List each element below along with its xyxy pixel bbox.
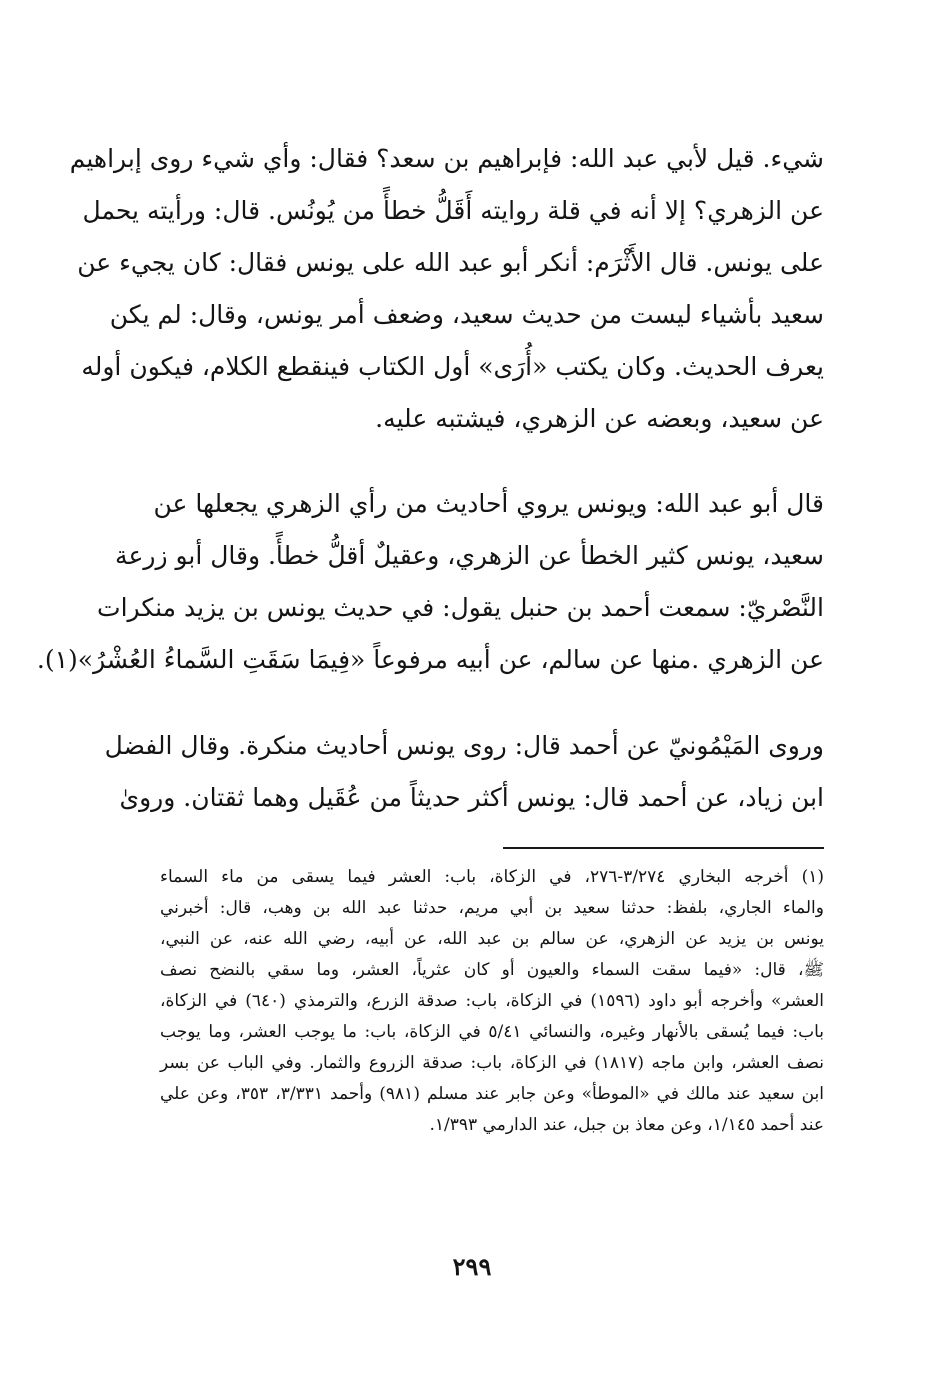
- text-line: النَّصْريّ: سمعت أحمد بن حنبل يقول: في حديث يونس بن يزيد منكرات: [97, 593, 824, 622]
- footnote-line: ﷺ، قال: «فيما سقت السماء والعيون أو كان عثرياً، العشر، وما سقي بالنضح نصف: [160, 960, 824, 980]
- footnote-line: يونس بن يزيد عن الزهري، عن سالم بن عبد الله، عن أبيه، رضي الله عنه، عن النبي،: [160, 929, 824, 949]
- footnote-line: والماء الجاري، بلفظ: حدثنا سعيد بن أبي مريم، حدثنا عبد الله بن وهب، قال: أخبرني: [160, 898, 824, 918]
- text-line: قال أبو عبد الله: ويونس يروي أحاديث من رأي الزهري يجعلها عن: [153, 489, 824, 518]
- text-line: سعيد بأشياء ليست من حديث سعيد، وضعف أمر يونس، وقال: لم يكن: [109, 300, 824, 329]
- footnote-line: (١) أخرجه البخاري ٣/٢٧٤-٢٧٦، في الزكاة، باب: العشر فيما يسقى من ماء السماء: [160, 867, 825, 887]
- text-line: عن سعيد، وبعضه عن الزهري، فيشتبه عليه.: [375, 404, 824, 433]
- footnote-line: باب: فيما يُسقى بالأنهار وغيره، والنسائي ٥/٤١ في الزكاة، باب: ما يوجب العشر، وما يوجب: [160, 1022, 824, 1042]
- text-line: عن الزهري .منها عن سالم، عن أبيه مرفوعاً «فِيمَا سَقَتِ السَّماءُ العُشْرُ»(١).: [36, 645, 824, 674]
- footnote-separator: [503, 847, 824, 849]
- text-line: عن الزهري؟ إلا أنه في قلة روايته أَقَلُّ خطأً من يُونُس. قال: ورأيته يحمل: [82, 196, 824, 225]
- text-line: سعيد، يونس كثير الخطأ عن الزهري، وعقيلٌ أقلُّ خطأً. وقال أبو زرعة: [115, 541, 824, 570]
- page-number: ٢٩٩: [452, 1252, 492, 1281]
- footnote-line: العشر» وأخرجه أبو داود (١٥٩٦) في الزكاة، باب: صدقة الزرع، والترمذي (٦٤٠) في الزكاة،: [160, 991, 824, 1011]
- footnote-line: نصف العشر، وابن ماجه (١٨١٧) في الزكاة، باب: صدقة الزروع والثمار. وفي الباب عن بسر: [160, 1053, 825, 1073]
- text-line: وروى المَيْمُونيّ عن أحمد قال: روى يونس أحاديث منكرة. وقال الفضل: [104, 731, 824, 760]
- footnote-block: [160, 862, 824, 1141]
- text-line: شيء. قيل لأبي عبد الله: فإبراهيم بن سعد؟ فقال: وأي شيء روى إبراهيم: [69, 144, 824, 173]
- text-line: ابن زياد، عن أحمد قال: يونس أكثر حديثاً من عُقَيل وهما ثقتان. وروىٰ: [119, 783, 824, 812]
- paragraph-3: [104, 720, 824, 824]
- paragraph-2: [36, 478, 824, 686]
- text-line: يعرف الحديث. وكان يكتب «أُرَى» أول الكتاب فينقطع الكلام، فيكون أوله: [81, 352, 824, 381]
- paragraph-1: [69, 133, 824, 445]
- footnote-line: عند أحمد ١/١٤٥، وعن معاذ بن جبل، عند الدارمي ١/٣٩٣.: [429, 1115, 824, 1135]
- footnote-line: ابن سعيد عند مالك في «الموطأ» وعن جابر عند مسلم (٩٨١) وأحمد ٣/٣٣١، ٣٥٣، وعن علي: [160, 1084, 825, 1104]
- text-line: على يونس. قال الأَثْرَم: أنكر أبو عبد الله على يونس فقال: كان يجيء عن: [77, 248, 824, 277]
